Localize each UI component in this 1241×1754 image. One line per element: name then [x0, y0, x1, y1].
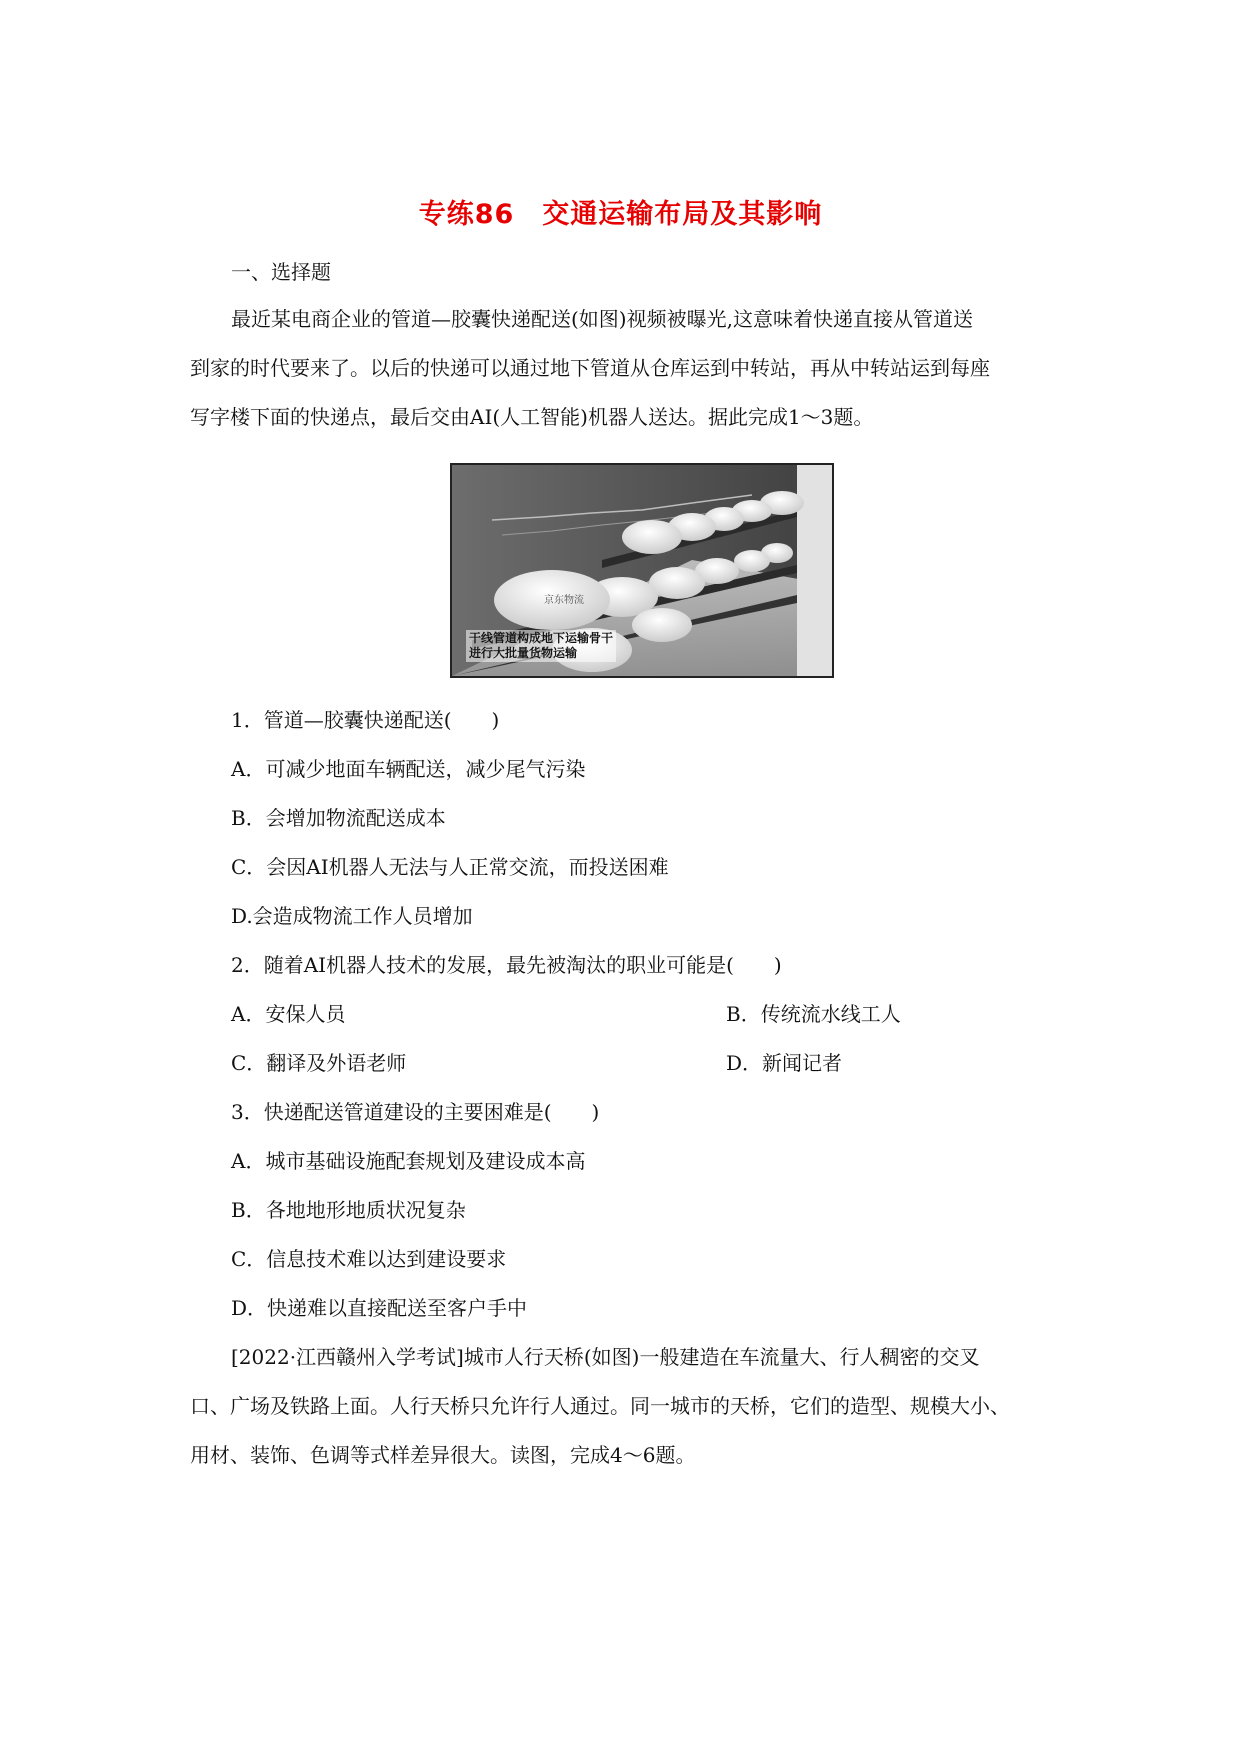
- page-title: 专练86 交通运输布局及其影响: [418, 199, 823, 230]
- intro-paragraph-1-line-2: 到家的时代要来了。以后的快递可以通过地下管道从仓库运到中转站，再从中转站运到每座: [190, 356, 990, 380]
- question-3-option-b: B．各地地形地质状况复杂: [231, 1198, 466, 1222]
- question-2-options-row-2: [231, 1049, 1101, 1077]
- intro-paragraph-1-line-3: 写字楼下面的快递点，最后交由AI(人工智能)机器人送达。据此完成1～3题。: [190, 405, 874, 429]
- question-3-option-d: D．快递难以直接配送至客户手中: [231, 1296, 528, 1320]
- question-2-option-d: D．新闻记者: [726, 1051, 843, 1075]
- question-2-options-row-1: [231, 1000, 1101, 1028]
- question-2-option-c: C．翻译及外语老师: [231, 1051, 407, 1075]
- figure-caption: [466, 630, 616, 662]
- intro-paragraph-1-line-1: 最近某电商企业的管道—胶囊快递配送(如图)视频被曝光,这意味着快递直接从管道送: [231, 307, 973, 331]
- question-3-option-a: A．城市基础设施配套规划及建设成本高: [231, 1149, 586, 1173]
- section-heading: 一、选择题: [231, 260, 331, 284]
- intro-paragraph-2-line-1: [2022·江西赣州入学考试]城市人行天桥(如图)一般建造在车流量大、行人稠密的交叉: [231, 1345, 980, 1369]
- question-2-stem: 2．随着AI机器人技术的发展，最先被淘汰的职业可能是( ): [231, 953, 782, 977]
- question-2-option-a: A．安保人员: [231, 1002, 346, 1026]
- question-3-stem: 3．快递配送管道建设的主要困难是( ): [231, 1100, 600, 1124]
- figure-caption-line-2: 进行大批量货物运输: [469, 646, 578, 660]
- intro-paragraph-2-line-2: 口、广场及铁路上面。人行天桥只允许行人通过。同一城市的天桥，它们的造型、规模大小、: [190, 1394, 1010, 1418]
- question-1-option-a: A．可减少地面车辆配送，减少尾气污染: [231, 757, 586, 781]
- question-1-option-b: B．会增加物流配送成本: [231, 806, 446, 830]
- question-1-option-c: C．会因AI机器人无法与人正常交流，而投送困难: [231, 855, 669, 879]
- pipeline-capsule-figure: [450, 463, 834, 678]
- figure-caption-line-1: 干线管道构成地下运输骨干: [469, 631, 614, 645]
- question-1-option-d: D.会造成物流工作人员增加: [231, 904, 473, 928]
- question-2-option-b: B．传统流水线工人: [726, 1002, 901, 1026]
- intro-paragraph-2-line-3: 用材、装饰、色调等式样差异很大。读图，完成4～6题。: [190, 1443, 696, 1467]
- question-1-stem: 1．管道—胶囊快递配送( ): [231, 708, 500, 732]
- capsule-logo-text: 京东物流: [544, 595, 584, 606]
- question-3-option-c: C．信息技术难以达到建设要求: [231, 1247, 507, 1271]
